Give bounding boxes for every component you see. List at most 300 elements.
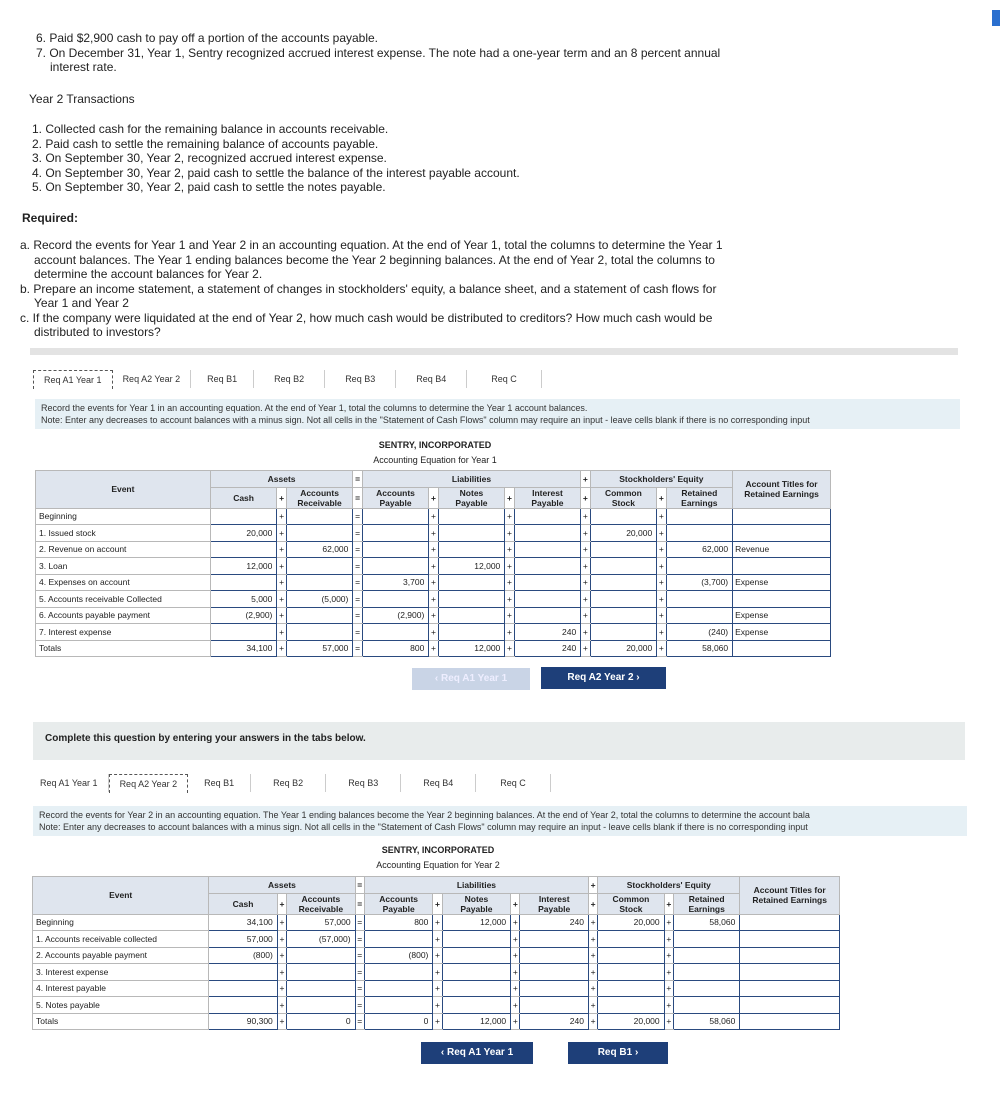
ar-cell[interactable]: (57,000)	[287, 931, 355, 948]
required-a-cont: account balances. The Year 1 ending balances become the Year 2 beginning balances. At the end of Year 2, total the columns to	[34, 252, 715, 267]
operator-sign: +	[657, 558, 666, 575]
re-cell[interactable]: 58,060	[666, 640, 733, 657]
account-title-cell[interactable]	[740, 997, 840, 1014]
operator-sign: +	[588, 914, 597, 931]
operator-sign: +	[505, 591, 514, 608]
operator-sign: +	[664, 947, 673, 964]
operator-sign: +	[664, 964, 673, 981]
cs-cell[interactable]	[598, 980, 664, 997]
ar-cell[interactable]: 62,000	[286, 541, 353, 558]
account-title-cell[interactable]: Expense	[733, 574, 831, 591]
operator-sign: +	[588, 980, 597, 997]
transaction-item: 2. Paid cash to settle the remaining balance of accounts payable.	[32, 136, 379, 151]
ip-cell[interactable]: 240	[514, 640, 581, 657]
operator-sign: +	[588, 931, 597, 948]
instruction-note: Note: Enter any decreases to account balances with a minus sign. Not all cells in the "Statement of Cash Flows" column may require an input - leave cells blank if there is no corresponding input	[39, 822, 808, 832]
operator-sign: +	[433, 964, 442, 981]
np-cell[interactable]: 12,000	[442, 1013, 510, 1030]
table-row	[36, 541, 831, 558]
tab-req-b3[interactable]: Req B3	[325, 370, 396, 388]
tab-req-b1[interactable]: Req B1	[191, 370, 254, 388]
account-title-cell[interactable]	[740, 947, 840, 964]
cash-cell[interactable]: 34,100	[209, 914, 277, 931]
operator-sign: +	[505, 574, 514, 591]
cs-cell[interactable]	[590, 624, 657, 641]
operator-sign: =	[353, 624, 362, 641]
cash-cell[interactable]: 5,000	[210, 591, 277, 608]
ar-cell[interactable]	[287, 947, 355, 964]
ip-cell[interactable]	[520, 980, 588, 997]
event-label: 3. Interest expense	[33, 964, 209, 981]
operator-sign: +	[277, 508, 286, 525]
cs-cell[interactable]	[598, 931, 664, 948]
ip-cell[interactable]	[514, 574, 581, 591]
np-cell[interactable]	[442, 980, 510, 997]
re-cell[interactable]: 62,000	[666, 541, 733, 558]
ap-cell[interactable]: 800	[364, 914, 432, 931]
operator-sign: +	[581, 624, 590, 641]
operator-sign: +	[511, 964, 520, 981]
operator-sign: +	[277, 964, 286, 981]
tab-req-b4[interactable]: Req B4	[396, 370, 467, 388]
instruction-note: Note: Enter any decreases to account balances with a minus sign. Not all cells in the "Statement of Cash Flows" column may require an input - leave cells blank if there is no corresponding input	[41, 415, 810, 425]
table-row	[36, 591, 831, 608]
equals-sign: =	[353, 471, 362, 488]
ar-cell[interactable]: 57,000	[286, 640, 353, 657]
ap-cell[interactable]	[364, 980, 432, 997]
instruction-text: Record the events for Year 2 in an accounting equation. The Year 1 ending balances become the Year 2 beginning balances. At the end of Year 2, total the columns to determine the account bala	[39, 810, 810, 820]
account-title-cell[interactable]	[733, 508, 831, 525]
ar-cell[interactable]	[286, 624, 353, 641]
operator-sign: +	[433, 931, 442, 948]
re-cell[interactable]	[666, 607, 733, 624]
tab-req-c[interactable]: Req C	[467, 370, 542, 388]
ip-cell[interactable]	[520, 964, 588, 981]
chevron-left-icon: ‹	[440, 1047, 445, 1058]
ar-cell[interactable]	[286, 574, 353, 591]
ar-header: Accounts Receivable	[286, 487, 353, 508]
table-row	[36, 607, 831, 624]
np-cell[interactable]: 12,000	[442, 914, 510, 931]
np-cell[interactable]	[438, 525, 505, 542]
ar-cell[interactable]	[286, 525, 353, 542]
cash-cell[interactable]: (800)	[209, 947, 277, 964]
tab-req-c[interactable]: Req C	[476, 774, 551, 792]
operator-sign: +	[664, 997, 673, 1014]
intro-line: 7. On December 31, Year 1, Sentry recognized accrued interest expense. The note had a one-year term and an 8 percent annual	[36, 45, 721, 60]
np-cell[interactable]	[438, 591, 505, 608]
event-label: Beginning	[36, 508, 211, 525]
ar-cell[interactable]: 0	[287, 1013, 355, 1030]
re-cell[interactable]: (240)	[666, 624, 733, 641]
re-cell[interactable]	[673, 931, 739, 948]
cs-cell[interactable]	[598, 997, 664, 1014]
operator-sign: =	[355, 947, 364, 964]
ip-cell[interactable]	[520, 997, 588, 1014]
table-row	[33, 980, 840, 997]
ip-cell[interactable]: 240	[520, 914, 588, 931]
operator-sign: +	[433, 980, 442, 997]
cs-cell[interactable]: 20,000	[590, 525, 657, 542]
ip-cell[interactable]	[514, 508, 581, 525]
table-row	[36, 558, 831, 575]
tab-req-b2[interactable]: Req B2	[251, 774, 326, 792]
table-row	[33, 1013, 840, 1030]
equation-table-year2: Event Assets = Liabilities + Stockholders' Equity Account Titles for Retained Earnings Cash + Accounts Receivable = Accounts Payable + Notes Payable + Interest Payable + Common Stock + Retained Earnings Beginning 34,100 + 57,000 = 800 + 12,000 + 240 + 20,000 + 58,060 1. Accounts receivable collected 57,000 + (57,000) = + + + + 2. Accounts payable payment (800) + = (800) + + + + 3. Interest expense + = + + + + 4. Interest payable + = + + + + 5. Notes payable + = + + + + Totals 90,300 + 0 = 0 + 12,000 + 240 + 20,000 + 58,060	[32, 876, 840, 1030]
cash-cell[interactable]: 34,100	[210, 640, 277, 657]
operator-sign: +	[433, 947, 442, 964]
cs-header: Common Stock	[590, 487, 657, 508]
re-cell[interactable]: 58,060	[673, 1013, 739, 1030]
operator-sign: +	[581, 640, 590, 657]
intro-line: interest rate.	[50, 60, 117, 74]
cs-cell[interactable]: 20,000	[598, 914, 664, 931]
operator-sign: =	[353, 591, 362, 608]
ap-cell[interactable]	[364, 964, 432, 981]
ar-cell[interactable]	[286, 508, 353, 525]
ar-cell[interactable]	[287, 997, 355, 1014]
tab-req-b1[interactable]: Req B1	[188, 774, 251, 792]
operator-sign: +	[277, 914, 286, 931]
operator-sign: +	[433, 914, 442, 931]
event-label: 6. Accounts payable payment	[36, 607, 211, 624]
ar-cell[interactable]	[287, 980, 355, 997]
np-cell[interactable]	[438, 508, 505, 525]
ap-cell[interactable]: (800)	[364, 947, 432, 964]
np-header: Notes Payable	[438, 487, 505, 508]
table-row	[36, 525, 831, 542]
operator-sign: +	[433, 997, 442, 1014]
np-cell[interactable]	[442, 997, 510, 1014]
re-cell[interactable]	[673, 997, 739, 1014]
ip-cell[interactable]	[514, 541, 581, 558]
re-cell[interactable]	[666, 558, 733, 575]
cash-cell[interactable]	[209, 980, 277, 997]
event-label: 7. Interest expense	[36, 624, 211, 641]
ap-cell[interactable]	[364, 931, 432, 948]
cs-header: Common Stock	[598, 893, 664, 914]
ip-cell[interactable]	[514, 525, 581, 542]
operator-sign: +	[581, 508, 590, 525]
event-label: Beginning	[33, 914, 209, 931]
transaction-item: 3. On September 30, Year 2, recognized accrued interest expense.	[32, 151, 387, 165]
instruction-text: Record the events for Year 1 in an accounting equation. At the end of Year 1, total the columns to determine the Year 1 account balances.	[41, 403, 588, 413]
operator-sign: =	[355, 914, 364, 931]
cs-cell[interactable]: 20,000	[590, 640, 657, 657]
operator-sign: +	[581, 558, 590, 575]
account-title-cell[interactable]: Revenue	[733, 541, 831, 558]
operator-sign: +	[657, 640, 666, 657]
ap-cell[interactable]	[362, 541, 429, 558]
tab-req-b3[interactable]: Req B3	[326, 774, 401, 792]
cs-cell[interactable]	[590, 607, 657, 624]
operator-sign: +	[277, 624, 286, 641]
ap-cell[interactable]	[362, 624, 429, 641]
operator-sign: +	[657, 541, 666, 558]
equation-subtitle: Accounting Equation for Year 1	[373, 455, 497, 465]
cs-cell[interactable]: 20,000	[598, 1013, 664, 1030]
equals-sign: =	[355, 877, 364, 894]
operator-sign: +	[277, 558, 286, 575]
ip-cell[interactable]: 240	[514, 624, 581, 641]
table-row	[36, 508, 831, 525]
operator-sign: +	[581, 591, 590, 608]
ap-cell[interactable]	[362, 525, 429, 542]
cs-cell[interactable]	[590, 591, 657, 608]
operator-sign: +	[505, 525, 514, 542]
table-row	[36, 640, 831, 657]
panel-divider	[30, 348, 958, 355]
operator-sign: +	[505, 640, 514, 657]
operator-sign: +	[505, 607, 514, 624]
operator-sign: +	[664, 931, 673, 948]
cash-cell[interactable]: 90,300	[209, 1013, 277, 1030]
event-label: 2. Accounts payable payment	[33, 947, 209, 964]
operator-sign: +	[657, 574, 666, 591]
cash-cell[interactable]: 20,000	[210, 525, 277, 542]
ar-cell[interactable]: 57,000	[287, 914, 355, 931]
re-cell[interactable]: 58,060	[673, 914, 739, 931]
operator-sign: +	[277, 980, 286, 997]
operator-sign: +	[429, 574, 438, 591]
required-b-cont: Year 1 and Year 2	[34, 296, 129, 310]
tab-req-a1-year1[interactable]: Req A1 Year 1	[30, 774, 109, 792]
cash-cell[interactable]	[210, 574, 277, 591]
ip-cell[interactable]	[520, 947, 588, 964]
event-label: 5. Notes payable	[33, 997, 209, 1014]
cash-cell[interactable]	[210, 624, 277, 641]
cash-cell[interactable]	[209, 997, 277, 1014]
ip-cell[interactable]	[514, 558, 581, 575]
transaction-item: 1. Collected cash for the remaining balance in accounts receivable.	[32, 122, 389, 136]
event-label: Totals	[36, 640, 211, 657]
required-label: Required:	[22, 211, 79, 225]
operator-sign: +	[429, 624, 438, 641]
operator-sign: +	[664, 1013, 673, 1030]
table-row	[33, 947, 840, 964]
ap-cell[interactable]: 800	[362, 640, 429, 657]
ap-cell[interactable]	[362, 508, 429, 525]
required-b: b. Prepare an income statement, a statement of changes in stockholders' equity, a balance sheet, and a statement of cash flows for	[20, 281, 717, 296]
cs-cell[interactable]	[598, 947, 664, 964]
cs-cell[interactable]	[598, 964, 664, 981]
account-title-cell[interactable]	[733, 591, 831, 608]
np-header: Notes Payable	[442, 893, 510, 914]
liabilities-header: Liabilities	[362, 471, 581, 488]
liabilities-header: Liabilities	[364, 877, 588, 894]
transaction-item: 4. On September 30, Year 2, paid cash to settle the balance of the interest payable account.	[32, 165, 520, 180]
table-row	[33, 914, 840, 931]
ip-cell[interactable]: 240	[520, 1013, 588, 1030]
ap-cell[interactable]: 0	[364, 1013, 432, 1030]
operator-sign: +	[277, 574, 286, 591]
table-row	[36, 624, 831, 641]
cash-cell[interactable]: 12,000	[210, 558, 277, 575]
required-a: a. Record the events for Year 1 and Year 2 in an accounting equation. At the end of Year 1, total the columns to determine the Year 1	[20, 238, 723, 252]
re-header: Retained Earnings	[673, 893, 739, 914]
account-title-cell[interactable]	[740, 914, 840, 931]
operator-sign: +	[429, 508, 438, 525]
np-cell[interactable]: 12,000	[438, 640, 505, 657]
titles-header: Account Titles for Retained Earnings	[733, 471, 831, 509]
ap-cell[interactable]: (2,900)	[362, 607, 429, 624]
account-title-cell[interactable]	[740, 931, 840, 948]
re-header: Retained Earnings	[666, 487, 733, 508]
table-row	[33, 997, 840, 1014]
transaction-item: 5. On September 30, Year 2, paid cash to settle the notes payable.	[32, 180, 386, 194]
ip-cell[interactable]	[514, 591, 581, 608]
ap-header: Accounts Payable	[362, 487, 429, 508]
account-title-cell[interactable]	[733, 525, 831, 542]
required-c: c. If the company were liquidated at the end of Year 2, how much cash would be distributed to creditors? How much cash would be	[20, 310, 713, 325]
operator-sign: +	[429, 541, 438, 558]
cs-cell[interactable]	[590, 541, 657, 558]
re-cell[interactable]	[666, 508, 733, 525]
event-label: 1. Accounts receivable collected	[33, 931, 209, 948]
operator-sign: +	[277, 525, 286, 542]
operator-sign: =	[353, 640, 362, 657]
year2-transactions	[32, 122, 732, 195]
equation-table-year1: Event Assets = Liabilities + Stockholders' Equity Account Titles for Retained Earnings Cash + Accounts Receivable = Accounts Payable + Notes Payable + Interest Payable + Common Stock + Retained Earnings Beginning + = + + + + 1. Issued stock 20,000 + = + + + 20,000 + 2. Revenue on account + 62,000 = + + + + 62,000 Revenue 3. Loan 12,000 + = + 12,000 + + + 4. Expenses on account + = 3,700 + + + + (3,700) Expense 5. Accounts receivable Collected 5,000 + (5,000) = + + + + 6. Accounts payable payment (2,900) + = (2,900) + + + + Expense 7. Interest expense + = + + 240 + + (240) Expense Totals 34,100 + 57,000 = 800 + 12,000 + 240 + 20,000 + 58,060	[35, 470, 831, 657]
np-cell[interactable]: 12,000	[438, 558, 505, 575]
account-title-cell[interactable]	[733, 640, 831, 657]
event-header: Event	[33, 877, 209, 915]
tab-req-a2-year2[interactable]: Req A2 Year 2	[113, 370, 192, 388]
operator-sign: =	[353, 558, 362, 575]
event-header: Event	[36, 471, 211, 509]
cash-cell[interactable]: (2,900)	[210, 607, 277, 624]
operator-sign: =	[353, 525, 362, 542]
ar-cell[interactable]	[286, 607, 353, 624]
operator-sign: +	[511, 931, 520, 948]
account-title-cell[interactable]	[733, 558, 831, 575]
operator-sign: =	[353, 541, 362, 558]
account-title-cell[interactable]	[740, 964, 840, 981]
year2-heading: Year 2 Transactions	[29, 92, 135, 106]
table-row	[36, 574, 831, 591]
event-label: Totals	[33, 1013, 209, 1030]
operator-sign: =	[355, 1013, 364, 1030]
operator-sign: +	[664, 980, 673, 997]
np-cell[interactable]	[438, 607, 505, 624]
ap-cell[interactable]	[364, 997, 432, 1014]
company-title-year1	[300, 438, 570, 468]
problem-text	[36, 31, 796, 75]
event-label: 1. Issued stock	[36, 525, 211, 542]
cash-cell[interactable]	[209, 964, 277, 981]
event-label: 4. Expenses on account	[36, 574, 211, 591]
np-cell[interactable]	[442, 931, 510, 948]
tab-req-a1-year1[interactable]: Req A1 Year 1	[33, 370, 113, 389]
account-title-cell[interactable]: Expense	[733, 624, 831, 641]
complete-banner	[33, 722, 965, 760]
next-button-year1[interactable]: Req A2 Year 2 ›	[541, 667, 666, 689]
re-cell[interactable]	[673, 964, 739, 981]
tab-req-b4[interactable]: Req B4	[401, 774, 476, 792]
operator-sign: +	[277, 1013, 286, 1030]
cash-cell[interactable]	[210, 508, 277, 525]
operator-sign: =	[355, 964, 364, 981]
prev-button-year2[interactable]: ‹ Req A1 Year 1	[421, 1042, 533, 1064]
cash-cell[interactable]: 57,000	[209, 931, 277, 948]
np-cell[interactable]	[438, 624, 505, 641]
company-title-year2	[303, 843, 573, 873]
ap-header: Accounts Payable	[364, 893, 432, 914]
intro-line: 6. Paid $2,900 cash to pay off a portion of the accounts payable.	[36, 31, 379, 45]
operator-sign: +	[505, 541, 514, 558]
instructions-year2	[33, 806, 967, 836]
re-cell[interactable]	[673, 980, 739, 997]
chevron-left-icon: ‹	[434, 673, 439, 684]
assets-header: Assets	[210, 471, 353, 488]
np-cell[interactable]	[438, 541, 505, 558]
operator-sign: +	[657, 607, 666, 624]
operator-sign: +	[511, 914, 520, 931]
operator-sign: +	[505, 624, 514, 641]
event-label: 5. Accounts receivable Collected	[36, 591, 211, 608]
tab-bar-year1[interactable]	[33, 368, 517, 390]
scroll-marker	[992, 10, 1000, 26]
operator-sign: +	[429, 607, 438, 624]
ip-header: Interest Payable	[514, 487, 581, 508]
cash-cell[interactable]	[210, 541, 277, 558]
operator-sign: =	[355, 980, 364, 997]
cs-cell[interactable]	[590, 558, 657, 575]
event-label: 3. Loan	[36, 558, 211, 575]
operator-sign: +	[429, 525, 438, 542]
cs-cell[interactable]	[590, 574, 657, 591]
operator-sign: +	[277, 947, 286, 964]
re-cell[interactable]: (3,700)	[666, 574, 733, 591]
company-name: SENTRY, INCORPORATED	[381, 845, 495, 855]
ap-cell[interactable]	[362, 591, 429, 608]
tab-req-a2-year2[interactable]: Req A2 Year 2	[109, 774, 189, 793]
ip-header: Interest Payable	[520, 893, 588, 914]
prev-button-year1[interactable]: ‹ Req A1 Year 1	[412, 668, 530, 690]
next-button-year2[interactable]: Req B1 ›	[568, 1042, 668, 1064]
operator-sign: +	[511, 997, 520, 1014]
cs-cell[interactable]	[590, 508, 657, 525]
ip-cell[interactable]	[520, 931, 588, 948]
operator-sign: +	[657, 591, 666, 608]
operator-sign: =	[355, 931, 364, 948]
tab-req-b2[interactable]: Req B2	[254, 370, 325, 388]
ar-cell[interactable]	[286, 558, 353, 575]
ap-cell[interactable]: 3,700	[362, 574, 429, 591]
operator-sign: +	[588, 1013, 597, 1030]
ar-cell[interactable]	[287, 964, 355, 981]
np-cell[interactable]	[442, 947, 510, 964]
required-a-cont: determine the account balances for Year 2.	[34, 267, 263, 281]
np-cell[interactable]	[442, 964, 510, 981]
operator-sign: =	[353, 508, 362, 525]
np-cell[interactable]	[438, 574, 505, 591]
tab-bar-year2[interactable]	[30, 772, 530, 794]
re-cell[interactable]	[673, 947, 739, 964]
account-title-cell[interactable]: Expense	[733, 607, 831, 624]
operator-sign: +	[505, 558, 514, 575]
re-cell[interactable]	[666, 525, 733, 542]
complete-text: Complete this question by entering your answers in the tabs below.	[45, 733, 366, 744]
re-cell[interactable]	[666, 591, 733, 608]
company-name: SENTRY, INCORPORATED	[378, 440, 492, 450]
ip-cell[interactable]	[514, 607, 581, 624]
ap-cell[interactable]	[362, 558, 429, 575]
account-title-cell[interactable]	[740, 1013, 840, 1030]
ar-cell[interactable]: (5,000)	[286, 591, 353, 608]
account-title-cell[interactable]	[740, 980, 840, 997]
cash-header: Cash	[209, 893, 277, 914]
